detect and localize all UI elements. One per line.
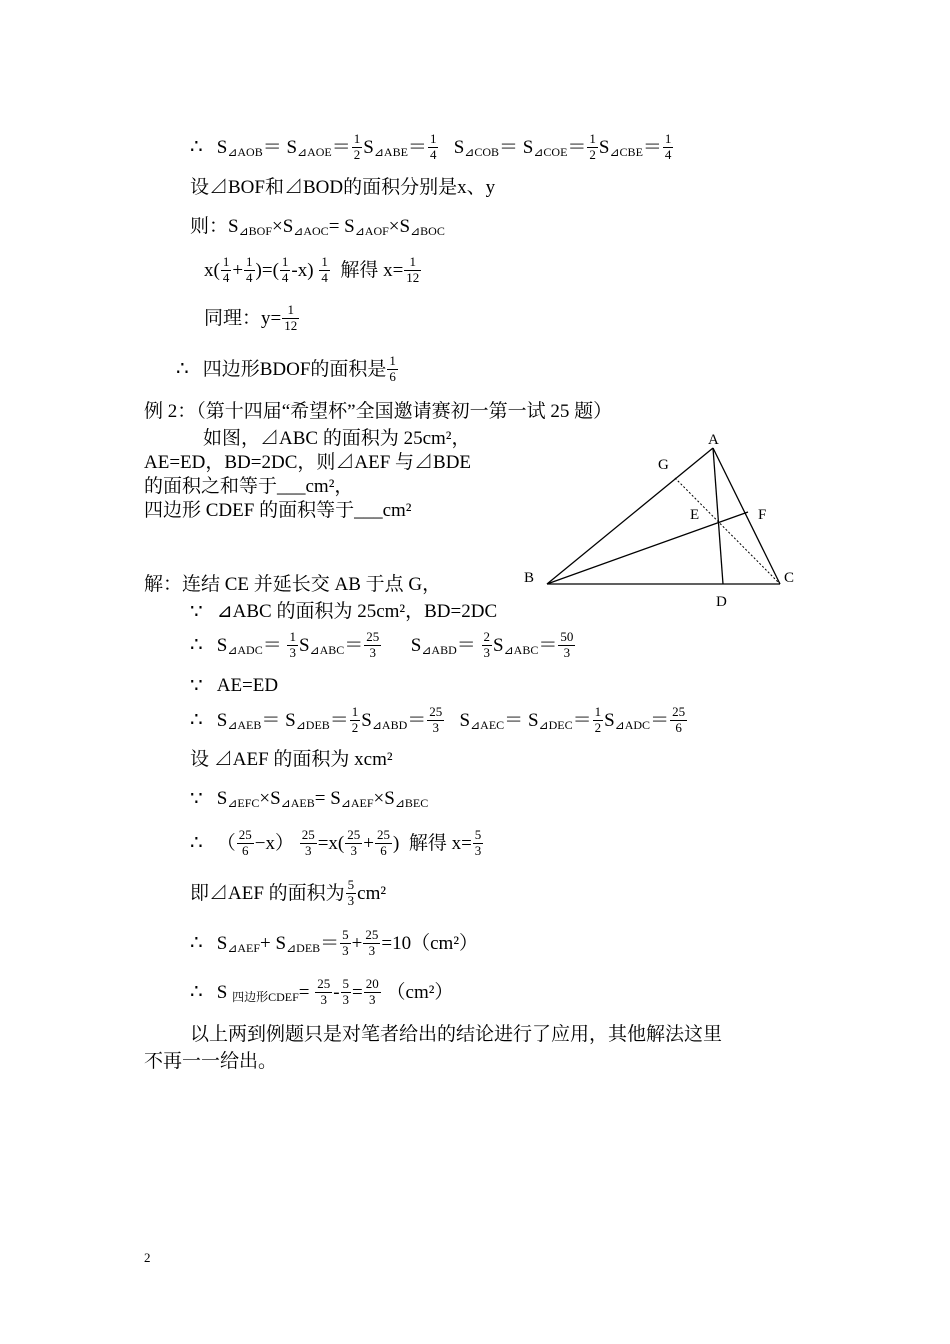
fraction: $\frac{1}{12}$: [284, 302, 298, 333]
fraction: $\frac{25}{3}$: [429, 704, 443, 735]
fraction: $\frac{25}{6}$: [238, 827, 252, 858]
solution-let-x: 设 ⊿AEF 的面积为 xcm²: [190, 749, 393, 770]
fraction: $\frac{25}{3}$: [301, 827, 315, 858]
similarly-y-line: 同理：y= $\frac{1}{12}$: [204, 302, 298, 333]
fraction: $\frac{20}{3}$: [365, 976, 379, 1007]
closing-line-2: 不再一一给出。: [144, 1051, 278, 1072]
fraction: $\frac{5}{3}$: [347, 877, 355, 908]
solution-product-equation: ∵ $S_{⊿EFC}\times S_{⊿AEB}= S_{⊿AEF}\times S_{⊿BEC}$: [190, 787, 429, 810]
fraction: $\frac{1}{4}$: [281, 254, 289, 285]
because-symbol: ∵: [190, 674, 203, 697]
fraction: $\frac{2}{3}$: [483, 629, 491, 660]
triangle-diagram: [510, 420, 810, 620]
fraction: $\frac{50}{3}$: [560, 629, 574, 660]
therefore-symbol: ∴: [190, 136, 203, 159]
fraction: $\frac{25}{3}$: [317, 976, 331, 1007]
solution-aef-area: 即⊿AEF 的面积为 $\frac{5}{3}$ cm²: [190, 877, 387, 908]
label-c: C: [784, 570, 795, 586]
fraction: $\frac{1}{4}$: [222, 254, 230, 285]
label-f: F: [758, 507, 767, 523]
label-a: A: [708, 432, 719, 448]
closing-line-1: 以上两到例题只是对笔者给出的结论进行了应用，其他解法这里: [190, 1024, 723, 1045]
fraction: $\frac{1}{6}$: [389, 353, 396, 384]
fraction: $\frac{5}{3}$: [474, 827, 482, 858]
fraction: $\frac{1}{2}$: [594, 704, 602, 735]
dotted-segment-gc: [675, 478, 780, 584]
solution-line-given: ∵ ⊿ABC 的面积为 25cm²，BD=2DC: [190, 600, 498, 623]
fraction: $\frac{5}{3}$: [342, 927, 349, 958]
therefore-symbol: ∴: [190, 709, 203, 732]
fraction: $\frac{25}{6}$: [672, 704, 686, 735]
fraction: $\frac{1}{12}$: [406, 254, 420, 285]
label-g: G: [658, 457, 669, 473]
fraction: $\frac{25}{3}$: [365, 927, 379, 958]
label-e: E: [690, 507, 700, 523]
problem-line-3: 的面积之和等于___cm²，: [144, 476, 354, 497]
fraction: $\frac{25}{3}$: [366, 629, 380, 660]
because-symbol: ∵: [190, 600, 203, 623]
quadrilateral-area-result: ∴ 四边形BDOF的面积是 $\frac{1}{6}$: [176, 353, 396, 384]
solution-intro: 解：连结 CE 并延长交 AB 于点 G，: [144, 574, 442, 595]
fraction: $\frac{1}{2}$: [589, 131, 596, 162]
fraction: $\frac{25}{3}$: [347, 827, 361, 858]
solution-solve-x: ∴ （ $\frac{25}{6}$ −x） $\frac{25}{3}$ =x( $\frac{25}{3}$ + $\frac{25}{6}$ ) 解得 x= $\frac{5}{3}$: [190, 827, 482, 858]
fraction: $\frac{1}{4}$: [429, 131, 437, 162]
label-d: D: [716, 594, 727, 610]
fraction: $\frac{1}{3}$: [289, 629, 296, 660]
therefore-symbol: ∴: [190, 932, 203, 955]
solution-line-aeb: ∴ $S_{⊿AEB}= S_{⊿DEB}=$ $\frac{1}{2}$ $S_{⊿ABD}=$ $\frac{25}{3}$ $S_{⊿AEC}= S_{⊿DEC}=$ $\frac{1}{2}$ $S_{⊿ADC}=$ $\frac{25}{6}$: [190, 704, 686, 735]
fraction: $\frac{1}{2}$: [351, 704, 359, 735]
because-symbol: ∵: [190, 787, 203, 810]
therefore-symbol: ∴: [190, 832, 203, 855]
side-ab: [547, 448, 713, 584]
problem-line-4: 四边形 CDEF 的面积等于___cm²: [144, 500, 412, 521]
side-ac: [713, 448, 780, 584]
solution-cdef-result: ∴ S $_{四边形CDEF}$= $\frac{25}{3}$ - $\frac{5}{3}$ = $\frac{20}{3}$ （cm²）: [190, 976, 454, 1007]
fraction: $\frac{25}{6}$: [376, 827, 390, 858]
therefore-symbol: ∴: [190, 634, 203, 657]
fraction: $\frac{1}{4}$: [246, 254, 253, 285]
area-equation-line-1: ∴ $S_{⊿AOB}= S_{⊿AOE}=$ $\frac{1}{2}$ $S_{⊿ABE}=$ $\frac{1}{4}$ $S_{⊿COB}= S_{⊿COE}=$ $\frac{1}{2}$ $S_{⊿CBE}=$ $\frac{1}{4}$: [190, 131, 672, 162]
product-equation: 则：$S_{⊿BOF}\times S_{⊿AOC}= S_{⊿AOF}\times S_{⊿BOC}$: [190, 216, 445, 238]
fraction: $\frac{1}{4}$: [321, 254, 328, 285]
page-number: 2: [144, 1250, 151, 1265]
segment-bf: [547, 512, 748, 584]
solution-sum-result: ∴ $S_{⊿AEF}+ S_{⊿DEB}=$ $\frac{5}{3}$ + $\frac{25}{3}$ =10（cm²）: [190, 927, 479, 958]
solve-x-line: x( $\frac{1}{4}$ + $\frac{1}{4}$ )=( $\frac{1}{4}$ -x) $\frac{1}{4}$ 解得 x= $\frac{1}{12}$: [204, 254, 420, 285]
fraction: $\frac{1}{2}$: [353, 131, 361, 162]
problem-line-1: 如图，⊿ABC 的面积为 25cm²，: [203, 428, 471, 449]
therefore-symbol: ∴: [190, 981, 203, 1004]
fraction: $\frac{1}{4}$: [664, 131, 672, 162]
problem-line-2: AE=ED，BD=2DC，则⊿AEF 与⊿BDE: [144, 452, 472, 473]
let-statement: 设⊿BOF和⊿BOD的面积分别是x、y: [190, 177, 496, 198]
label-b: B: [524, 570, 535, 586]
solution-line-ae-ed: ∵ AE=ED: [190, 674, 279, 697]
solution-line-adc: ∴ $S_{⊿ADC}=$ $\frac{1}{3}$ $S_{⊿ABC}=$ $\frac{25}{3}$ $S_{⊿ABD}=$ $\frac{2}{3}$ $S_{⊿ABC}=$ $\frac{50}{3}$: [190, 629, 574, 660]
segment-ad: [713, 448, 723, 584]
fraction: $\frac{5}{3}$: [342, 976, 350, 1007]
example-2-title: 例 2：（第十四届“希望杯”全国邀请赛初一第一试 25 题）: [144, 401, 613, 422]
therefore-symbol: ∴: [176, 358, 189, 381]
